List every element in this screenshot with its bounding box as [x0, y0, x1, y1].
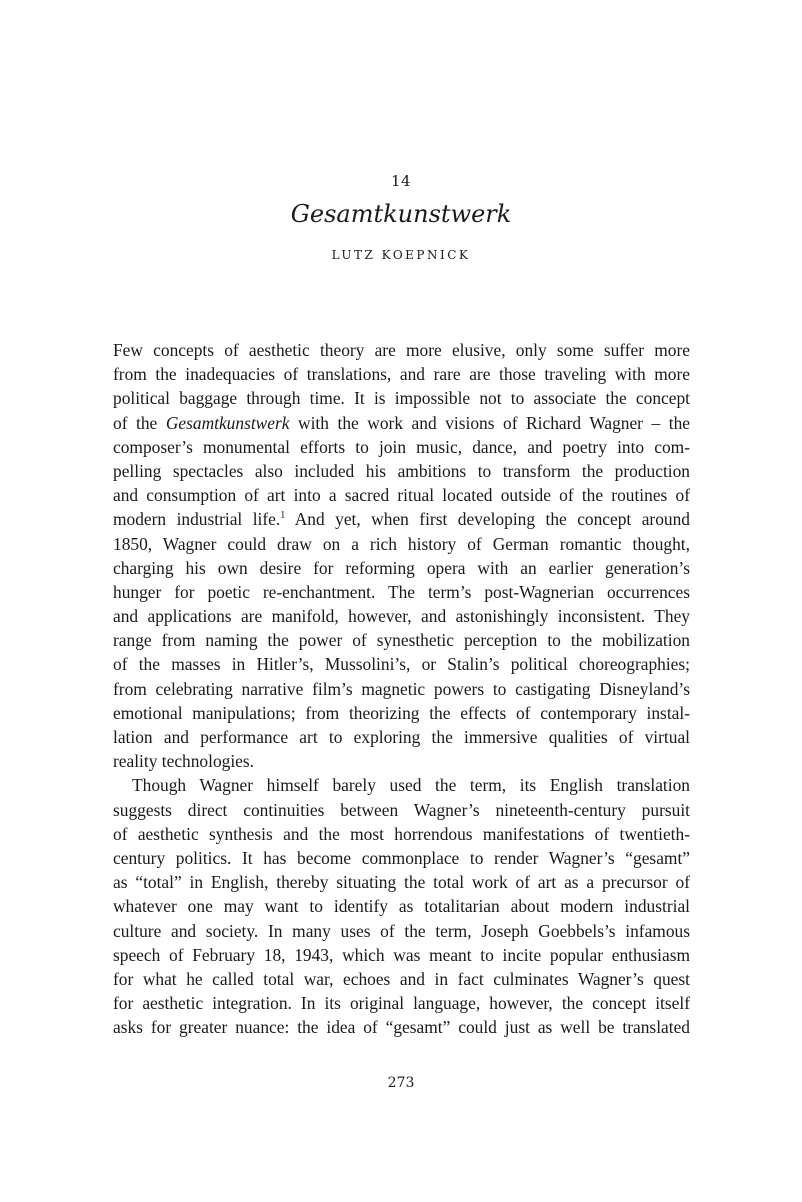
page-number: 273	[387, 1075, 415, 1091]
body-text	[113, 338, 690, 1039]
text-line: of aesthetic synthesis and the most horrendous manifestations of twentieth-	[113, 823, 690, 844]
text-line: range from naming the power of synesthetic perception to the mobilization	[113, 630, 690, 651]
text-line: composer’s monumental efforts to join music, dance, and poetry into com-	[113, 436, 690, 457]
text-line: hunger for poetic re-enchantment. The term’s post-Wagnerian occurrences	[113, 581, 690, 602]
text-line: reality technologies.	[113, 751, 255, 772]
text-line: and applications are manifold, however, and astonishingly inconsistent. They	[113, 606, 690, 627]
text-line: charging his own desire for reforming opera with an earlier generation’s	[113, 557, 690, 578]
text-line: Though Wagner himself barely used the term, its English translation	[132, 775, 690, 796]
text-line: asks for greater nuance: the idea of “gesamt” could just as well be translated	[113, 1017, 690, 1038]
text-line: speech of February 18, 1943, which was meant to incite popular enthusiasm	[113, 944, 690, 965]
text-line: modern industrial life.$^1$ And yet, when first developing the concept around	[113, 509, 691, 530]
text-line: Few concepts of aesthetic theory are more elusive, only some suffer more	[113, 340, 690, 360]
text-line: pelling spectacles also included his ambitions to transform the production	[113, 460, 690, 481]
chapter-author: LUTZ KOEPNICK	[331, 248, 471, 262]
text-line: for what he called total war, echoes and in fact culminates Wagner’s quest	[113, 968, 690, 989]
text-line: and consumption of art into a sacred ritual located outside of the routines of	[113, 485, 690, 506]
text-line: whatever one may want to identify as totalitarian about modern industrial	[113, 896, 690, 917]
text-line: political baggage through time. It is impossible not to associate the concept	[113, 388, 690, 409]
text-line: lation and performance art to exploring the immersive qualities of virtual	[113, 727, 690, 747]
paragraph	[113, 773, 690, 1039]
italic-term: Gesamtkunstwerk	[165, 412, 290, 433]
chapter-number: 14	[390, 172, 412, 190]
text-line: from the inadequacies of translations, and rare are those traveling with more	[113, 364, 690, 385]
text-line: suggests direct continuities between Wagner’s nineteenth-century pursuit	[113, 799, 690, 820]
text-line: 1850, Wagner could draw on a rich history of German romantic thought,	[113, 533, 690, 554]
text-line: culture and society. In many uses of the term, Joseph Goebbels’s infamous	[113, 920, 690, 941]
text-line: from celebrating narrative film’s magnetic powers to castigating Disneyland’s	[113, 678, 690, 699]
text-line: as “total” in English, thereby situating the total work of art as a precursor of	[113, 872, 690, 893]
text-line: of the Gesamtkunstwerk with the work and visions of Richard Wagner – the	[113, 412, 690, 433]
paragraph	[113, 338, 690, 773]
footnote-marker[interactable]: 1	[280, 510, 286, 522]
text-line: century politics. It has become commonplace to render Wagner’s “gesamt”	[113, 847, 690, 868]
chapter-title: Gesamtkunstwerk	[290, 200, 512, 228]
text-line: emotional manipulations; from theorizing the effects of contemporary instal-	[113, 702, 690, 723]
text-line: for aesthetic integration. In its original language, however, the concept itself	[113, 993, 690, 1014]
text-line: of the masses in Hitler’s, Mussolini’s, or Stalin’s political choreographies;	[113, 654, 690, 675]
